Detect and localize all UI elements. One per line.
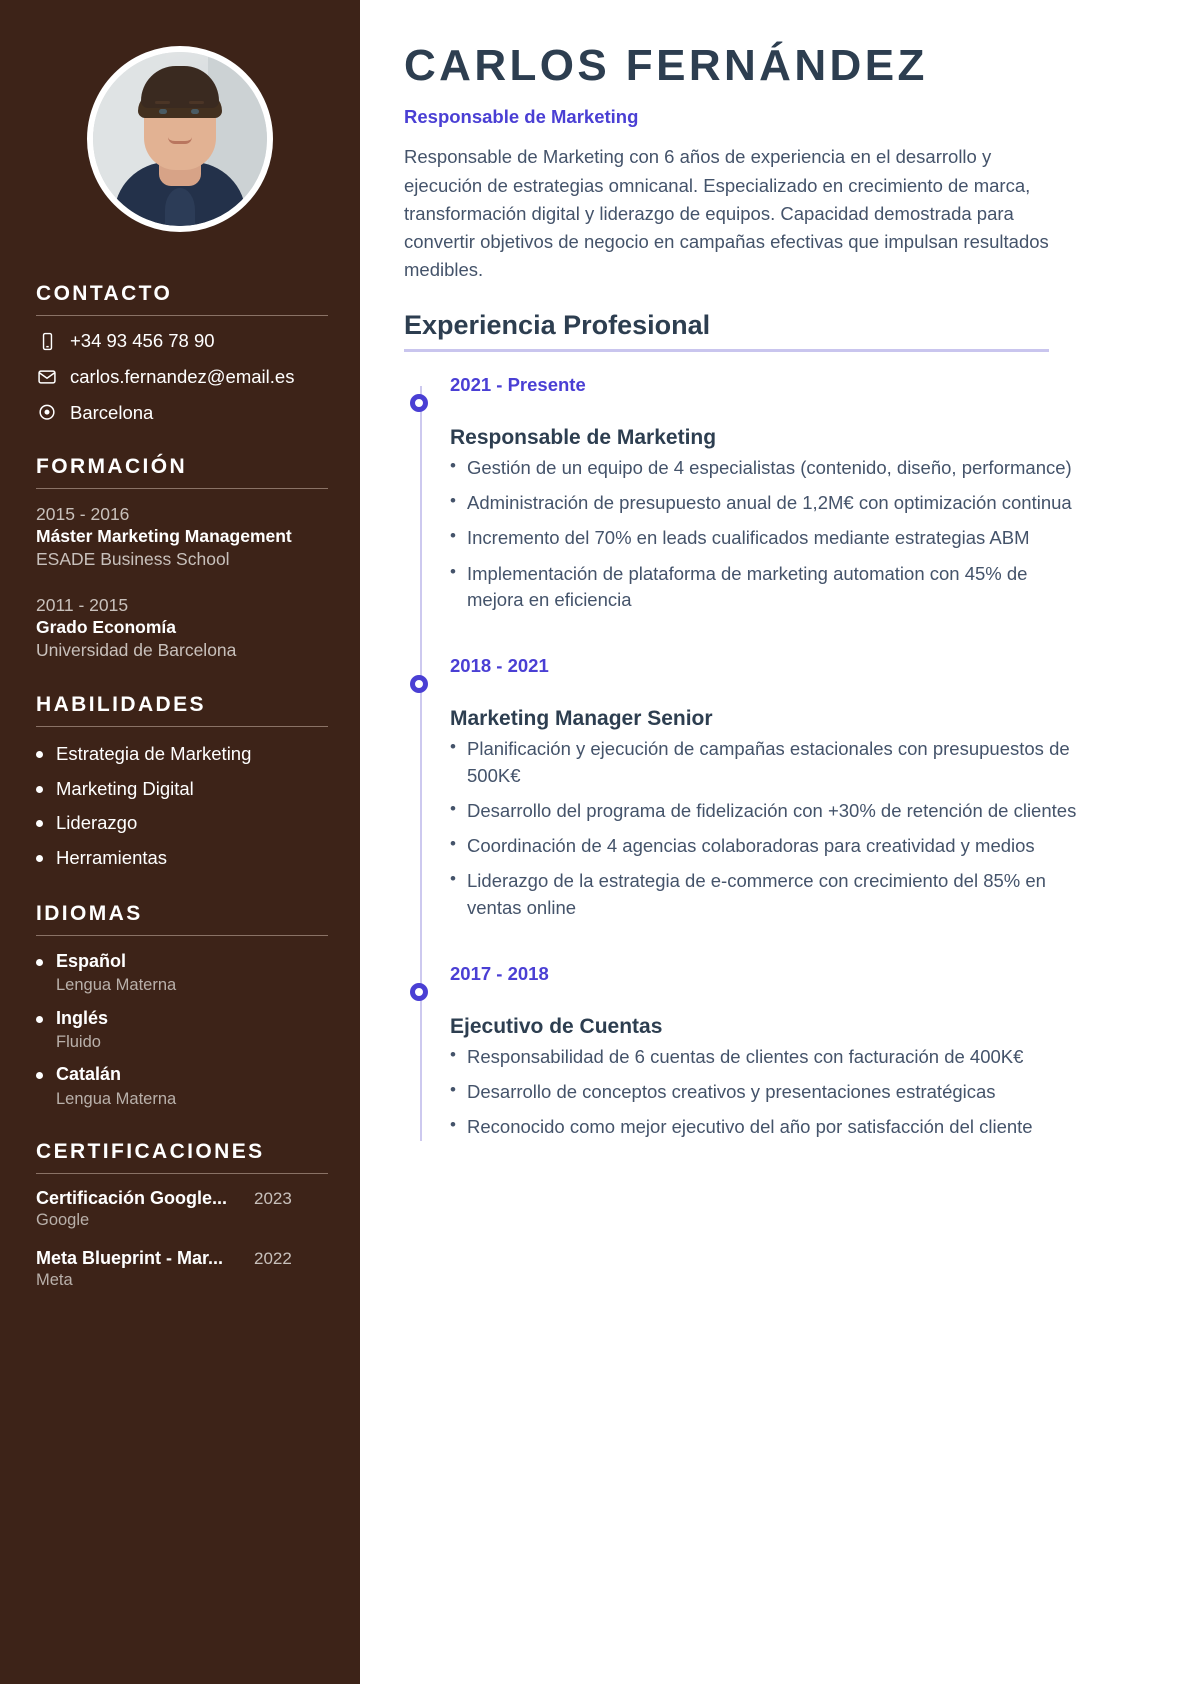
skills-divider — [36, 726, 328, 727]
professional-summary: Responsable de Marketing con 6 años de experiencia en el desarrollo y ejecución de estrategias omnicanal. Especializado en crecimiento de marca, transformación digital y liderazgo de equipos. Capacidad demostrada para convertir objetivos de negocio en campañas efectivas que impulsan resultados medibles. — [404, 146, 1049, 280]
certification-name: Meta Blueprint - Mar... — [36, 1248, 224, 1269]
education-years: 2015 - 2016 — [36, 503, 130, 524]
experience-years: 2021 - Presente — [450, 373, 586, 395]
contact-item-phone[interactable] — [36, 330, 328, 352]
skill-label: Marketing Digital — [56, 777, 194, 799]
language-level: Lengua Materna — [56, 976, 177, 995]
location-icon — [36, 402, 58, 424]
language-name: Español — [56, 951, 127, 972]
bullet-icon — [36, 1016, 43, 1023]
bullet-icon — [36, 820, 43, 827]
certification-year: 2023 — [254, 1189, 292, 1209]
education-degree: Grado Economía — [36, 617, 177, 638]
education-degree: Máster Marketing Management — [36, 526, 292, 547]
languages-heading: IDIOMAS — [36, 902, 143, 926]
list-item: • Liderazgo de la estrategia de e-commerce con crecimiento del 85% en ventas online — [450, 868, 1078, 921]
sidebar — [0, 0, 360, 1684]
bullet-icon — [36, 786, 43, 793]
experience-divider — [404, 349, 1049, 352]
education-school: Universidad de Barcelona — [36, 640, 237, 661]
experience-bullets — [450, 455, 1078, 613]
job-role-subtitle: Responsable de Marketing — [404, 106, 639, 128]
language-name: Inglés — [56, 1007, 109, 1028]
certification-issuer: Meta — [36, 1271, 73, 1290]
experience-entry — [450, 374, 1078, 613]
list-item — [36, 776, 328, 803]
profile-photo-container — [0, 0, 360, 238]
timeline-marker-icon — [410, 983, 428, 1001]
list-item — [36, 1188, 328, 1230]
skills-heading: HABILIDADES — [36, 692, 206, 716]
education-divider — [36, 488, 328, 489]
certification-year: 2022 — [254, 1249, 292, 1269]
list-item: • Reconocido como mejor ejecutivo del año por satisfacción del cliente — [450, 1114, 1078, 1140]
list-item — [36, 1063, 328, 1110]
timeline-marker-icon — [410, 394, 428, 412]
certification-name: Certificación Google... — [36, 1188, 228, 1209]
avatar-image — [93, 52, 267, 226]
experience-title: Ejecutivo de Cuentas — [450, 1014, 663, 1038]
experience-timeline — [404, 374, 1078, 1141]
bullet-icon — [36, 1072, 43, 1079]
experience-title: Responsable de Marketing — [450, 425, 717, 449]
list-item — [36, 950, 328, 997]
experience-heading: Experiencia Profesional — [404, 309, 711, 340]
list-item: • Desarrollo del programa de fidelización con +30% de retención de clientes — [450, 798, 1078, 824]
contact-heading: CONTACTO — [36, 282, 173, 305]
certifications-divider — [36, 1173, 328, 1174]
avatar — [87, 46, 273, 232]
contact-section — [36, 282, 328, 425]
experience-title: Marketing Manager Senior — [450, 707, 713, 731]
skills-section — [36, 693, 328, 872]
language-level: Fluido — [56, 1033, 101, 1052]
certifications-heading: CERTIFICACIONES — [36, 1140, 265, 1164]
list-item: • Planificación y ejecución de campañas estacionales con presupuestos de 500K€ — [450, 736, 1078, 789]
experience-entry — [450, 655, 1078, 921]
skill-label: Estrategia de Marketing — [56, 742, 252, 764]
education-item — [36, 503, 328, 572]
list-item: • Implementación de plataforma de marketing automation con 45% de mejora en eficiencia — [450, 561, 1078, 614]
experience-years: 2018 - 2021 — [450, 655, 549, 677]
language-level: Lengua Materna — [56, 1089, 177, 1108]
education-school: ESADE Business School — [36, 549, 230, 570]
education-heading: FORMACIÓN — [36, 454, 188, 478]
experience-years: 2017 - 2018 — [450, 962, 549, 984]
education-years: 2011 - 2015 — [36, 594, 129, 615]
phone-value: +34 93 456 78 90 — [70, 330, 215, 351]
timeline-marker-icon — [410, 675, 428, 693]
contact-divider — [36, 315, 328, 316]
list-item — [36, 741, 328, 768]
list-item — [36, 810, 328, 837]
list-item: • Gestión de un equipo de 4 especialistas (contenido, diseño, performance) — [450, 455, 1078, 481]
education-section — [36, 455, 328, 663]
education-item — [36, 594, 328, 663]
languages-section — [36, 902, 328, 1110]
contact-item-email[interactable] — [36, 366, 328, 388]
certifications-section — [36, 1140, 328, 1290]
list-item — [36, 1248, 328, 1290]
phone-icon — [36, 330, 58, 352]
list-item: • Incremento del 70% en leads cualificados mediante estrategias ABM — [450, 525, 1078, 551]
skill-label: Herramientas — [56, 847, 168, 869]
timeline-line — [420, 386, 422, 1141]
main-content — [360, 0, 1190, 1684]
bullet-icon — [36, 751, 43, 758]
skill-label: Liderazgo — [56, 812, 138, 834]
experience-bullets — [450, 736, 1078, 921]
email-icon — [36, 366, 58, 388]
experience-bullets — [450, 1044, 1078, 1141]
page-title: CARLOS FERNÁNDEZ — [404, 41, 928, 90]
languages-divider — [36, 935, 328, 936]
list-item — [36, 845, 328, 872]
list-item: • Responsabilidad de 6 cuentas de clientes con facturación de 400K€ — [450, 1044, 1078, 1070]
email-value: carlos.fernandez@email.es — [70, 366, 295, 388]
bullet-icon — [36, 959, 43, 966]
certification-issuer: Google — [36, 1211, 90, 1230]
list-item: • Coordinación de 4 agencias colaboradoras para creatividad y medios — [450, 833, 1078, 859]
contact-item-location[interactable] — [36, 402, 328, 424]
language-name: Catalán — [56, 1064, 122, 1085]
list-item: • Desarrollo de conceptos creativos y presentaciones estratégicas — [450, 1079, 1078, 1105]
bullet-icon — [36, 855, 43, 862]
list-item: • Administración de presupuesto anual de 1,2M€ con optimización continua — [450, 490, 1078, 516]
experience-entry — [450, 963, 1078, 1141]
list-item — [36, 1007, 328, 1054]
location-value: Barcelona — [70, 402, 154, 424]
